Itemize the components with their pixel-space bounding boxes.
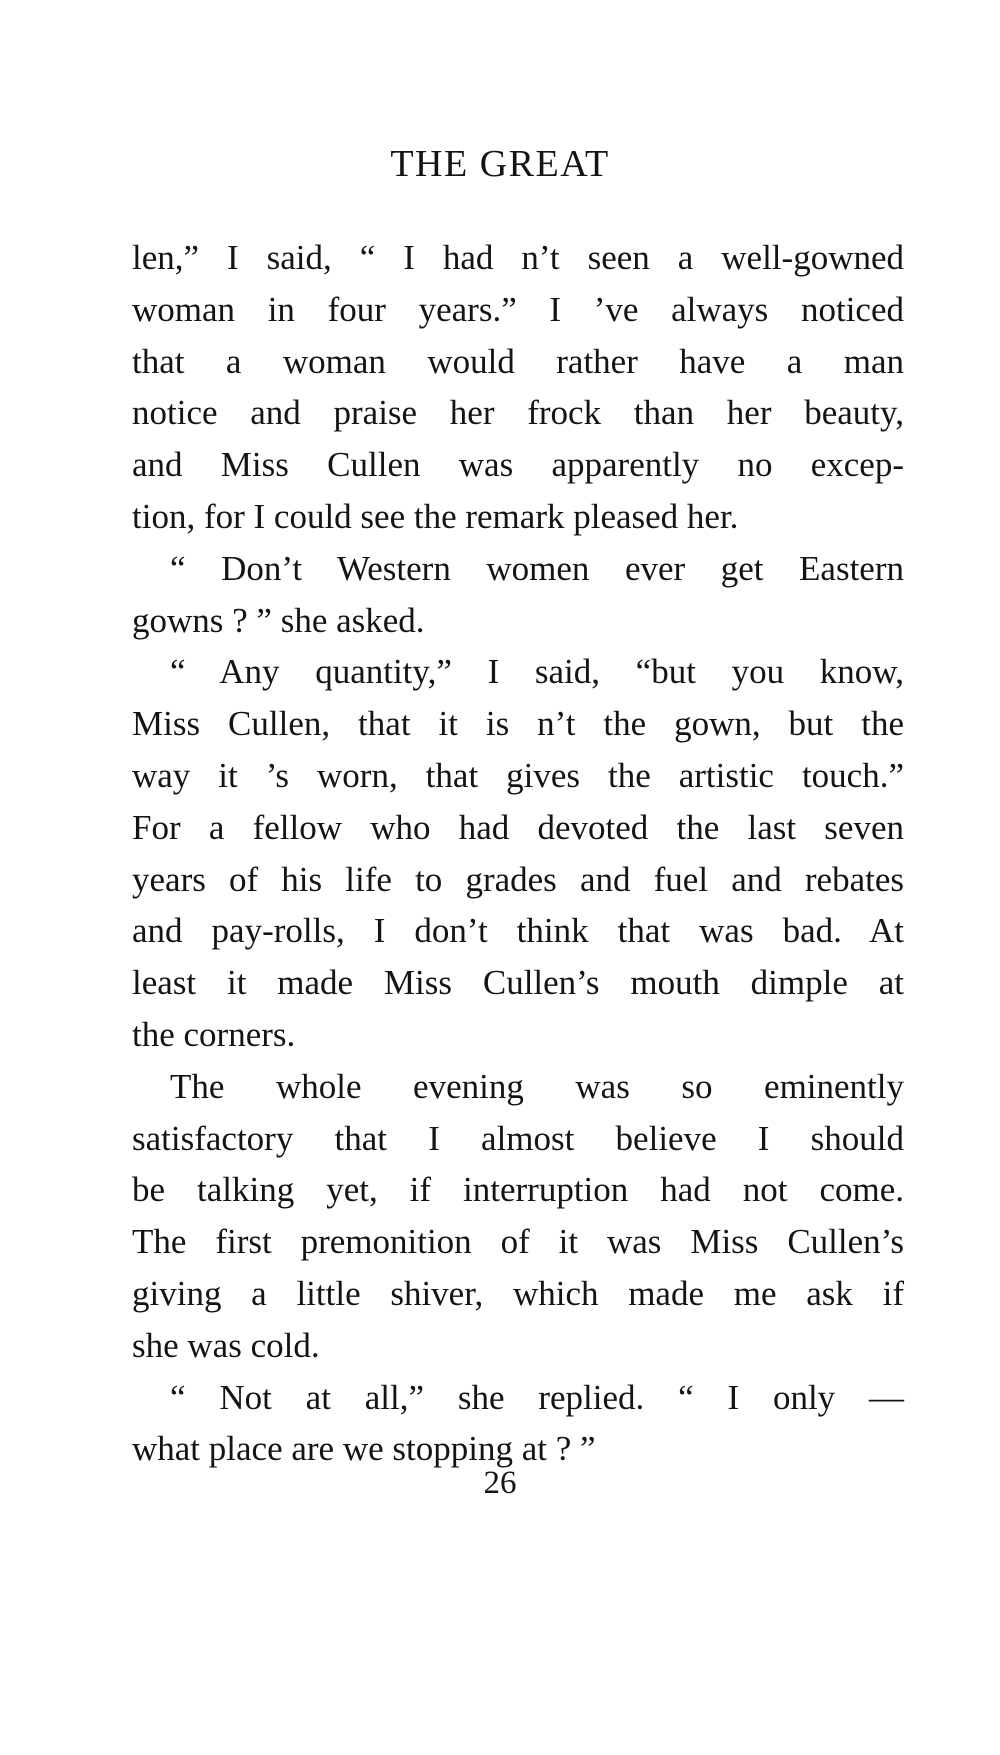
text-line: the corners. bbox=[132, 1014, 296, 1054]
text-line: way it ’s worn, that gives the artistic touch.” bbox=[132, 755, 904, 795]
text-line: “ Any quantity,” I said, “but you know, bbox=[170, 652, 904, 692]
text-line: that a woman would rather have a man bbox=[132, 341, 904, 381]
text-line: least it made Miss Cullen’s mouth dimple at bbox=[132, 963, 904, 1003]
text-line: years of his life to grades and fuel and rebates bbox=[132, 859, 904, 899]
text-line: len,” I said, “ I had n’t seen a well-gowned bbox=[132, 238, 904, 277]
text-line: “ Not at all,” she replied. “ I only — bbox=[170, 1377, 904, 1417]
text-line: Miss Cullen, that it is n’t the gown, but the bbox=[132, 704, 904, 744]
text-line: she was cold. bbox=[132, 1325, 320, 1365]
text-line: The whole evening was so eminently bbox=[170, 1066, 904, 1106]
text-line: satisfactory that I almost believe I should bbox=[132, 1118, 904, 1158]
text-line: tion, for I could see the remark pleased her. bbox=[132, 496, 739, 536]
text-line: giving a little shiver, which made me ask if bbox=[132, 1273, 904, 1313]
text-line: For a fellow who had devoted the last seven bbox=[132, 807, 904, 847]
body-text bbox=[132, 232, 904, 1475]
page-number: 26 bbox=[483, 1465, 517, 1501]
text-line: what place are we stopping at ? ” bbox=[132, 1429, 596, 1469]
text-line: notice and praise her frock than her beauty, bbox=[132, 393, 904, 433]
running-head: THE GREAT bbox=[390, 143, 610, 185]
text-line: gowns ? ” she asked. bbox=[132, 600, 425, 640]
text-line: and Miss Cullen was apparently no excep- bbox=[132, 445, 904, 485]
text-line: “ Don’t Western women ever get Eastern bbox=[170, 548, 904, 588]
text-line: be talking yet, if interruption had not come. bbox=[132, 1170, 904, 1210]
text-line: woman in four years.” I ’ve always noticed bbox=[132, 289, 904, 329]
text-line: The first premonition of it was Miss Cullen’s bbox=[132, 1222, 904, 1262]
text-line: and pay-rolls, I don’t think that was bad. At bbox=[132, 911, 904, 951]
